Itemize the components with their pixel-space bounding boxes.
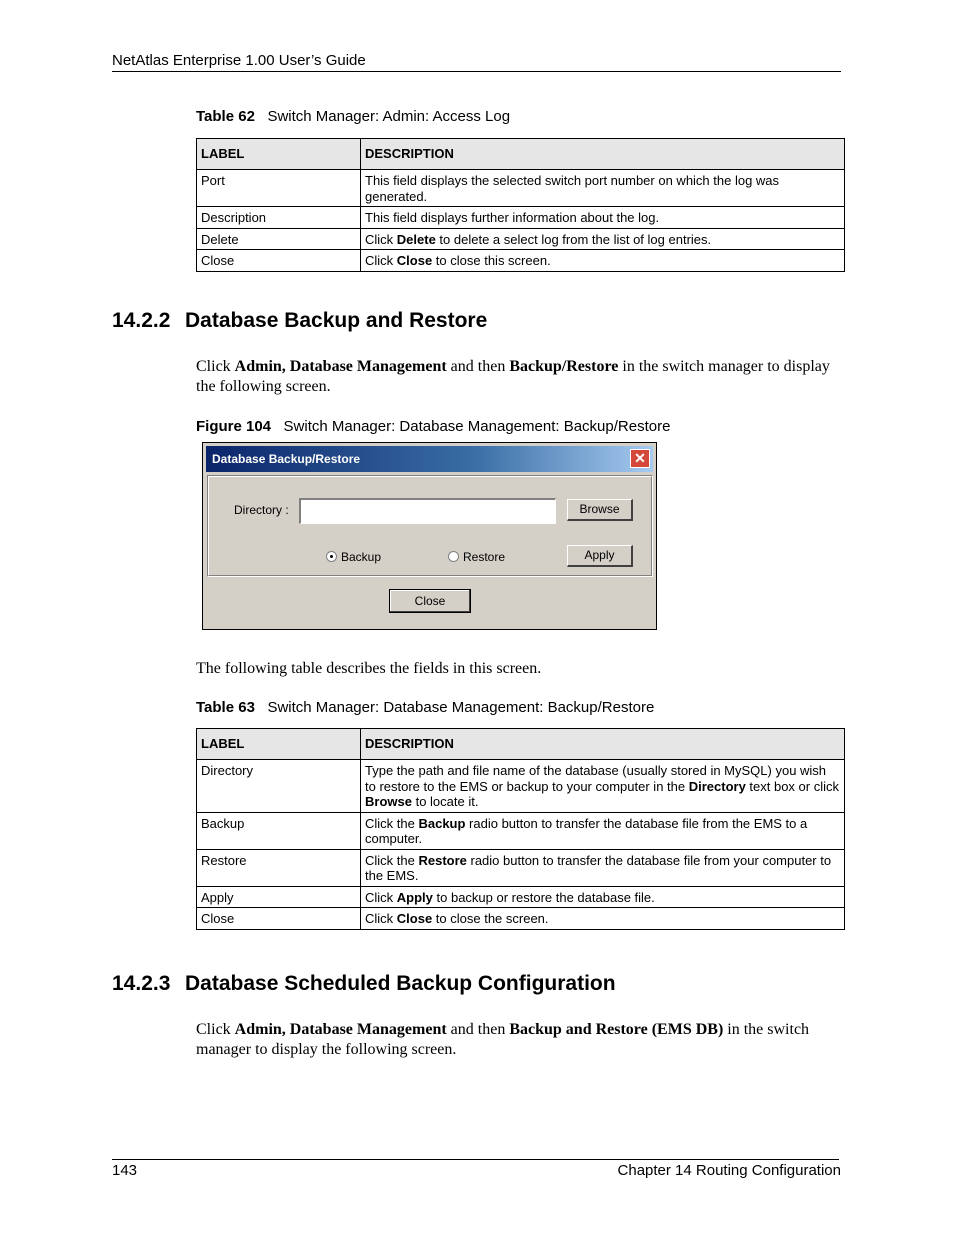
header-rule [112,71,841,72]
directory-input[interactable] [299,498,556,524]
apply-button[interactable]: Apply [567,545,633,567]
cell-label: Apply [197,886,361,908]
dialog-title: Database Backup/Restore [212,452,361,466]
section-heading: 14.2.3 Database Scheduled Backup Configuration [112,972,616,995]
table-header-row [197,729,845,760]
table62 [196,138,845,272]
close-icon[interactable]: ✕ [630,449,650,468]
cell-description: Click Apply to backup or restore the database file. [361,886,845,908]
cell-description: Click Close to close the screen. [361,908,845,930]
table63 [196,728,845,930]
section-heading: 14.2.2 Database Backup and Restore [112,309,488,332]
table-row [197,170,845,207]
column-header-label: LABEL [197,729,361,760]
restore-radio[interactable] [448,551,459,562]
backup-restore-dialog [202,442,657,630]
table-row [197,908,845,930]
cell-description: Click Delete to delete a select log from the list of log entries. [361,228,845,250]
browse-button[interactable]: Browse [567,499,633,521]
directory-label: Directory : [234,503,289,517]
table-row [197,812,845,849]
backup-radio-label: Backup [341,550,382,564]
table62-caption: Table 62 Switch Manager: Admin: Access Log [196,108,511,125]
backup-radio[interactable] [326,551,337,562]
cell-label: Backup [197,812,361,849]
cell-description: This field displays further information about the log. [361,207,845,229]
cell-label: Delete [197,228,361,250]
table-row [197,250,845,272]
chapter-title: Chapter 14 Routing Configuration [617,1162,841,1179]
table63-caption: Table 63 Switch Manager: Database Management: Backup/Restore [196,699,655,716]
table-row [197,228,845,250]
table-row [197,760,845,813]
column-header-label: LABEL [197,139,361,170]
cell-label: Restore [197,849,361,886]
table-header-row [197,139,845,170]
cell-description: Click the Restore radio button to transfer the database file from your computer to the EMS. [361,849,845,886]
cell-label: Port [197,170,361,207]
cell-label: Close [197,908,361,930]
column-header-description: DESCRIPTION [361,139,845,170]
table-row [197,886,845,908]
cell-description: Click Close to close this screen. [361,250,845,272]
close-button[interactable]: Close [389,589,471,613]
section-paragraph: Click Admin, Database Management and then Backup/Restore in the switch manager to display the following screen. [196,358,830,395]
cell-label: Description [197,207,361,229]
column-header-description: DESCRIPTION [361,729,845,760]
cell-description: Click the Backup radio button to transfer the database file from the EMS to a computer. [361,812,845,849]
table63-intro: The following table describes the fields in this screen. [196,660,542,677]
cell-label: Directory [197,760,361,813]
table-row [197,207,845,229]
running-header: NetAtlas Enterprise 1.00 User’s Guide [112,52,366,69]
table-row [197,849,845,886]
restore-radio-label: Restore [463,550,506,564]
cell-description: This field displays the selected switch port number on which the log was generated. [361,170,845,207]
footer-rule [112,1159,839,1160]
page-number: 143 [112,1162,138,1179]
dialog-titlebar [206,446,653,472]
cell-description: Type the path and file name of the database (usually stored in MySQL) you wish to restore to the EMS or backup to your computer in the Directory text box or click Browse to locate it. [361,760,845,813]
cell-label: Close [197,250,361,272]
figure104-caption: Figure 104 Switch Manager: Database Management: Backup/Restore [196,418,671,435]
section-paragraph: Click Admin, Database Management and then Backup and Restore (EMS DB) in the switch manager to display the following screen. [196,1021,810,1058]
